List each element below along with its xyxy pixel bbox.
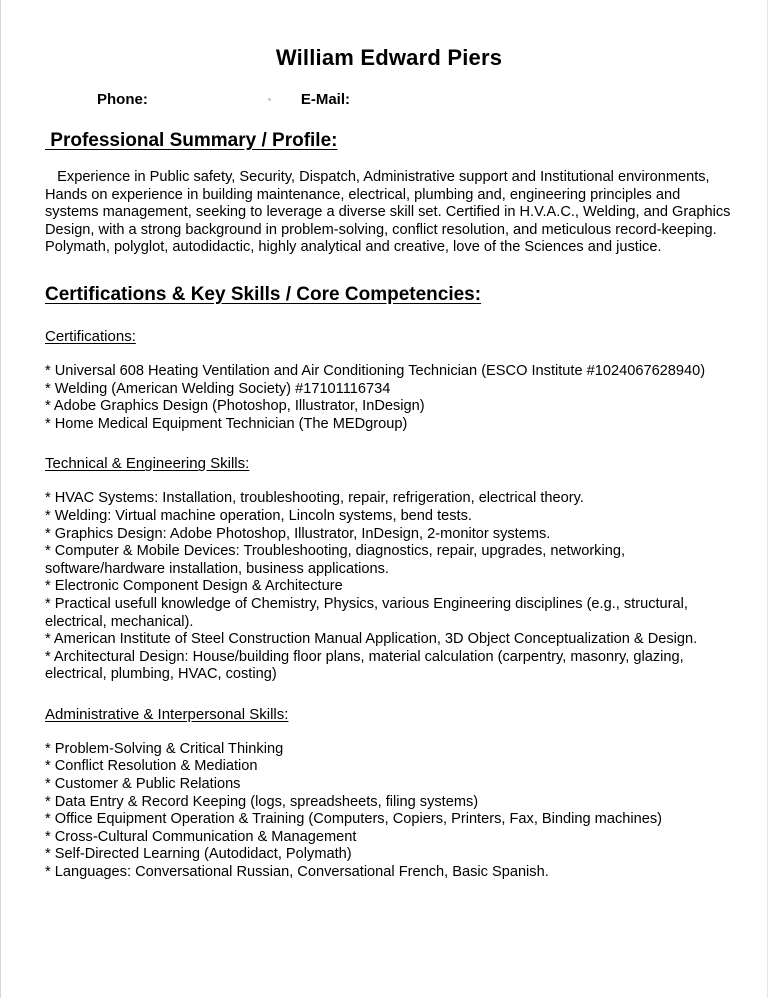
list-item: * Conflict Resolution & Mediation — [45, 758, 258, 775]
list-item: * Customer & Public Relations — [45, 776, 241, 793]
technical-skills-list — [45, 490, 733, 684]
administrative-skills-heading: Administrative & Interpersonal Skills: — [45, 705, 289, 723]
phone-label: Phone: — [97, 91, 148, 108]
list-item: * Self-Directed Learning (Autodidact, Polymath) — [45, 846, 352, 863]
list-item: * Architectural Design: House/building floor plans, material calculation (carpentry, masonry, glazing, electrical, plumbing, HVAC, costing) — [45, 648, 688, 683]
certifications-list — [45, 363, 733, 433]
technical-skills-heading: Technical & Engineering Skills: — [45, 455, 250, 473]
list-item: * Office Equipment Operation & Training (Computers, Copiers, Printers, Fax, Binding machines) — [45, 811, 662, 828]
summary-paragraph: Experience in Public safety, Security, Dispatch, Administrative support and Institutional environments, Hands on experience in building maintenance, electrical, plumbing and, engineering principles and systems management, seeking to leverage a diverse skill set. Certified in H.V.A.C., Welding, and Graphics Design, with a strong background in problem-solving, conflict resolution, and meticulous record-keeping. Polymath, polyglot, autodidactic, highly analytical and creative, love of the Sciences and justice. — [45, 169, 735, 256]
candidate-name: William Edward Piers — [275, 45, 503, 70]
technical-skills-section — [45, 455, 733, 684]
contact-row — [45, 91, 733, 108]
scan-artifact-dot — [268, 98, 271, 101]
competencies-section — [45, 284, 733, 306]
administrative-skills-list — [45, 741, 733, 882]
list-item: * Languages: Conversational Russian, Conversational French, Basic Spanish. — [45, 864, 549, 881]
certifications-section — [45, 328, 733, 433]
administrative-skills-section — [45, 706, 733, 882]
list-item: * Home Medical Equipment Technician (The MEDgroup) — [45, 415, 408, 432]
list-item: * Cross-Cultural Communication & Management — [45, 828, 357, 845]
list-item: * Problem-Solving & Critical Thinking — [45, 740, 284, 757]
summary-heading: Professional Summary / Profile: — [45, 130, 338, 151]
list-item: * Welding: Virtual machine operation, Lincoln systems, bend tests. — [45, 507, 472, 524]
list-item: * Data Entry & Record Keeping (logs, spreadsheets, filing systems) — [45, 793, 479, 810]
list-item: * American Institute of Steel Construction Manual Application, 3D Object Conceptualization & Design. — [45, 631, 698, 648]
list-item: * Electronic Component Design & Architecture — [45, 578, 343, 595]
list-item: * Practical usefull knowledge of Chemistry, Physics, various Engineering disciplines (e.g., structural, electrical, mechanical). — [45, 595, 693, 630]
list-item: * HVAC Systems: Installation, troubleshooting, repair, refrigeration, electrical theory. — [45, 490, 584, 507]
list-item: * Welding (American Welding Society) #17101116734 — [45, 380, 391, 397]
list-item: * Computer & Mobile Devices: Troubleshooting, diagnostics, repair, upgrades, networking, software/hardware installation, business applications. — [45, 543, 630, 577]
summary-section — [45, 130, 733, 257]
list-item: * Universal 608 Heating Ventilation and Air Conditioning Technician (ESCO Institute #1024067628940) — [45, 362, 706, 379]
list-item: * Adobe Graphics Design (Photoshop, Illustrator, InDesign) — [45, 398, 425, 415]
competencies-heading: Certifications & Key Skills / Core Competencies: — [45, 283, 482, 305]
certifications-heading: Certifications: — [45, 327, 136, 345]
list-item: * Graphics Design: Adobe Photoshop, Illustrator, InDesign, 2-monitor systems. — [45, 525, 551, 542]
email-label: E-Mail: — [300, 91, 351, 108]
